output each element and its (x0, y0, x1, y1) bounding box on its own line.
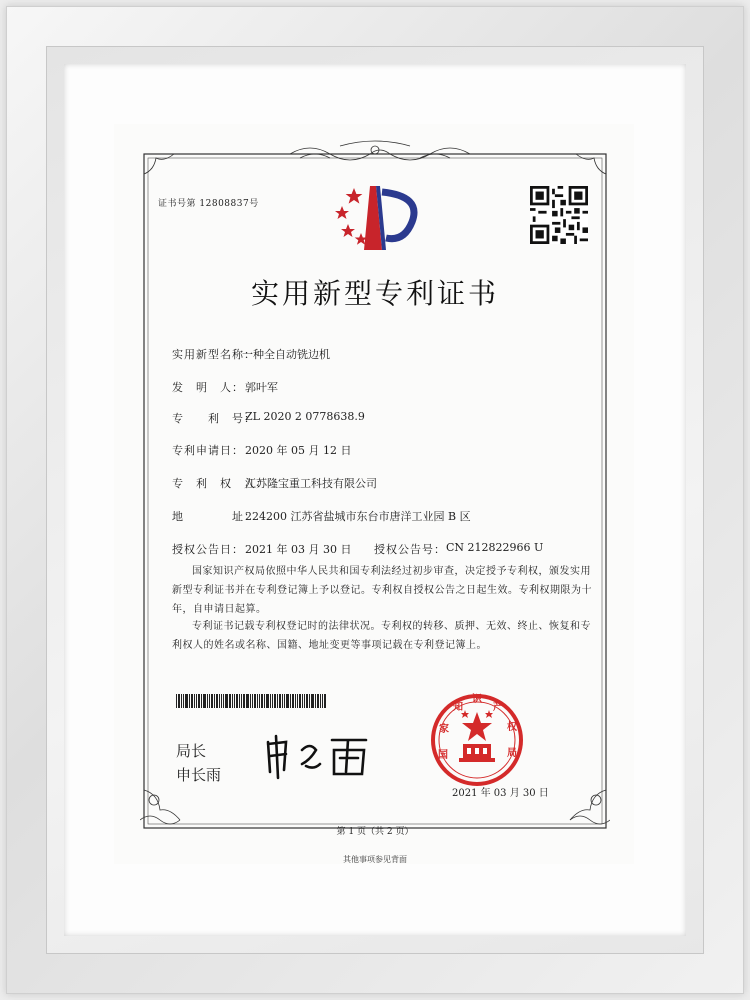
barcode-bar (290, 694, 291, 708)
barcode-bar (324, 694, 326, 708)
barcode-bar (277, 694, 278, 708)
official-seal (425, 690, 535, 790)
barcode-bar (178, 694, 180, 708)
barcode-bar (299, 694, 301, 708)
barcode-bar (189, 694, 190, 708)
barcode-bar (252, 694, 253, 708)
barcode-bar (185, 694, 188, 708)
barcode-bar (221, 694, 222, 708)
barcode-bar (209, 694, 210, 708)
barcode-bar (219, 694, 220, 708)
patent-no-value: ZL 2020 2 0778638.9 (245, 410, 365, 423)
barcode-bar (243, 694, 245, 708)
barcode-bar (315, 694, 316, 708)
barcode-bar (207, 694, 208, 708)
name-value: 一种全自动铣边机 (242, 348, 330, 361)
barcode (176, 694, 376, 708)
svg-text:知: 知 (453, 702, 463, 713)
page-number: 第 1 页（共 2 页） (336, 827, 414, 837)
barcode-bar (297, 694, 298, 708)
barcode-bar (270, 694, 271, 708)
footer-note: 其他事项参见背面 (343, 855, 407, 864)
cert-number-value: 12808837 (199, 199, 250, 209)
barcode-bar (216, 694, 218, 708)
cnipa-logo (330, 178, 420, 258)
svg-text:产: 产 (493, 702, 503, 713)
barcode-bar (259, 694, 260, 708)
barcode-bar (292, 694, 294, 708)
barcode-bar (286, 694, 289, 708)
barcode-bar (257, 694, 258, 708)
barcode-bar (176, 694, 177, 708)
patent-no-label: 专 利 号： (172, 412, 256, 425)
barcode-bar (246, 694, 249, 708)
barcode-bar (232, 694, 233, 708)
signature-name: 申长雨 (176, 766, 222, 784)
address-label: 地 址： (172, 510, 256, 523)
grant-no-label: 授权公告号： (374, 543, 446, 556)
cert-number-suffix: 号 (249, 199, 259, 209)
barcode-bar (264, 694, 265, 708)
barcode-bar (320, 694, 321, 708)
barcode-bar (203, 694, 206, 708)
holder-value: 江苏隆宝重工科技有限公司 (245, 477, 377, 490)
barcode-bar (304, 694, 305, 708)
inventor-label: 发 明 人： (172, 381, 244, 394)
barcode-bar (196, 694, 197, 708)
barcode-bar (211, 694, 213, 708)
handwritten-signature (262, 732, 382, 780)
certificate-number (158, 196, 259, 209)
grant-date-value: 2021 年 03 月 30 日 (245, 543, 352, 556)
filing-date-label: 专利申请日： (172, 444, 244, 457)
barcode-bar (181, 694, 182, 708)
body-paragraph-1: 国家知识产权局依照中华人民共和国专利法经过初步审查，决定授予专利权，颁发实用新型专利证书并在专利登记簿上予以登记。专利权自授权公告之日起生效。专利权期限为十年，自申请日起算。 (172, 566, 592, 615)
address-value: 224200 江苏省盐城市东台市唐洋工业园 B 区 (245, 510, 471, 523)
barcode-bar (225, 694, 228, 708)
barcode-bar (236, 694, 238, 708)
barcode-bar (261, 694, 263, 708)
svg-text:局: 局 (507, 748, 517, 759)
barcode-bar (201, 694, 202, 708)
barcode-bar (284, 694, 285, 708)
cert-number-label: 证书号第 (158, 199, 197, 209)
barcode-bar (198, 694, 200, 708)
barcode-bar (309, 694, 310, 708)
barcode-bar (295, 694, 296, 708)
barcode-bar (214, 694, 215, 708)
barcode-bar (311, 694, 314, 708)
barcode-bar (306, 694, 308, 708)
svg-text:家: 家 (439, 724, 449, 735)
holder-label: 专 利 权 人： (172, 477, 268, 490)
barcode-bar (183, 694, 184, 708)
body-paragraph-2: 专利证书记载专利权登记时的法律状况。专利权的转移、质押、无效、终止、恢复和专利权人的姓名或名称、国籍、地址变更等事项记载在专利登记簿上。 (172, 621, 591, 651)
barcode-bar (250, 694, 251, 708)
barcode-bar (229, 694, 231, 708)
barcode-bar (239, 694, 240, 708)
grant-no-value: CN 212822966 U (446, 541, 544, 554)
barcode-bar (254, 694, 256, 708)
barcode-bar (194, 694, 195, 708)
certificate-title: 实用新型专利证书 (250, 277, 499, 310)
signature-title: 局长 (176, 742, 207, 760)
svg-text:识: 识 (472, 694, 482, 705)
barcode-bar (234, 694, 235, 708)
svg-text:权: 权 (507, 722, 517, 733)
barcode-bar (266, 694, 269, 708)
barcode-bar (272, 694, 273, 708)
barcode-bar (317, 694, 319, 708)
barcode-bar (302, 694, 303, 708)
filing-date-value: 2020 年 05 月 12 日 (245, 444, 352, 457)
inventor-value: 郭叶军 (245, 381, 278, 394)
barcode-bar (191, 694, 193, 708)
barcode-bar (241, 694, 242, 708)
barcode-bar (274, 694, 276, 708)
seal-date: 2021 年 03 月 30 日 (452, 788, 549, 799)
grant-date-label: 授权公告日： (172, 543, 244, 556)
qr-code (530, 186, 588, 244)
name-label: 实用新型名称： (172, 348, 256, 361)
barcode-bar (223, 694, 224, 708)
svg-text:国: 国 (438, 750, 448, 761)
barcode-bar (282, 694, 283, 708)
barcode-bar (322, 694, 323, 708)
barcode-bar (279, 694, 281, 708)
